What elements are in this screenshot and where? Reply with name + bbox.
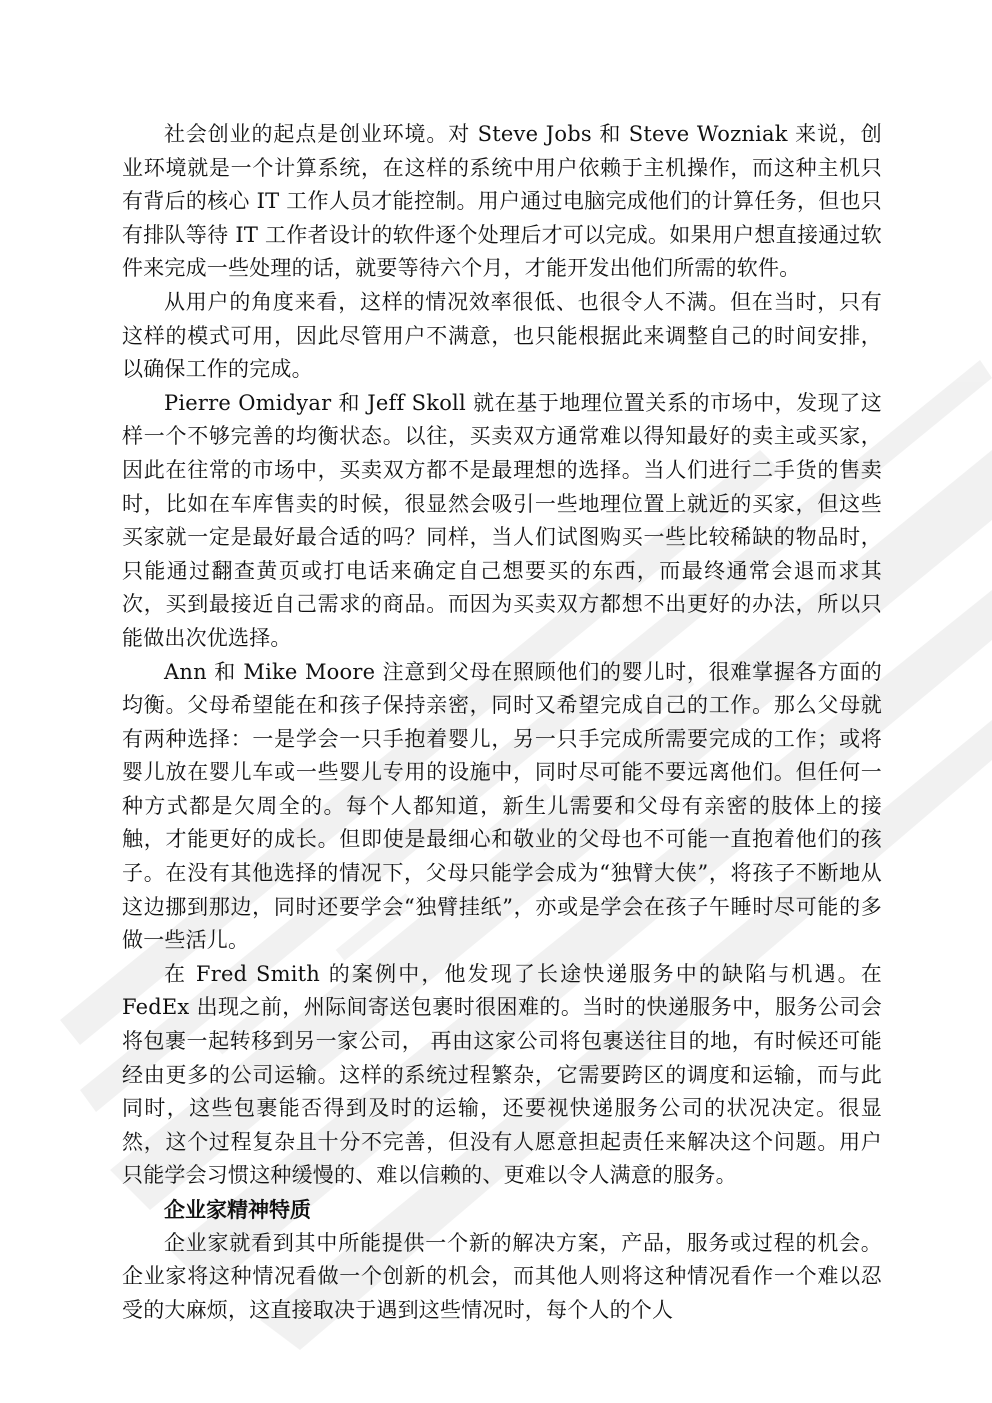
paragraph-steve-jobs: 社会创业的起点是创业环境。对 Steve Jobs 和 Steve Wozniak 来说，创业环境就是一个计算系统，在这样的系统中用户依赖于主机操作，而这种主机只有背后的核心 IT 工作人员才能控制。用户通过电脑完成他们的计算任务，但也只有排队等待 IT 工作者设计的软件逐个处理后才可以完成。如果用户想直接通过软件来完成一些处理的话，就要等待六个月，才能开发出他们所需的软件。	[122, 122, 882, 281]
paragraph-entrepreneur: 企业家就看到其中所能提供一个新的解决方案，产品，服务或过程的机会。企业家将这种情况看做一个创新的机会，而其他人则将这种情况看作一个难以忍受的大麻烦，这直接取决于遇到这些情况时，每个人的个人	[122, 1230, 882, 1322]
document-page	[122, 118, 882, 1327]
paragraph-ann-mike-moore: Ann 和 Mike Moore 注意到父母在照顾他们的婴儿时，很难掌握各方面的均衡。父母希望能在和孩子保持亲密，同时又希望完成自己的工作。那么父母就有两种选择：一是学会一只手抱着婴儿，另一只手完成所需要完成的工作；或将婴儿放在婴儿车或一些婴儿专用的设施中，同时尽可能不要远离他们。但任何一种方式都是欠周全的。每个人都知道，新生儿需要和父母有亲密的肢体上的接触，才能更好的成长。但即使是最细心和敬业的父母也不可能一直抱着他们的孩子。在没有其他选择的情况下，父母只能学会成为“独臂大侠”，将孩子不断地从这边挪到那边，同时还要学会“独臂挂纸”，亦或是学会在孩子午睡时尽可能的多做一些活儿。	[122, 659, 882, 953]
paragraph-user-perspective: 从用户的角度来看，这样的情况效率很低、也很令人不满。但在当时，只有这样的模式可用，因此尽管用户不满意，也只能根据此来调整自己的时间安排，以确保工作的完成。	[122, 289, 882, 382]
paragraph-pierre-omidyar: Pierre Omidyar 和 Jeff Skoll 就在基于地理位置关系的市场中，发现了这样一个不够完善的均衡状态。以往，买卖双方通常难以得知最好的卖主或买家，因此在往常的市场中，买卖双方都不是最理想的选择。当人们进行二手货的售卖时，比如在车库售卖的时候，很显然会吸引一些地理位置上就近的买家，但这些买家就一定是最好最合适的吗？同样，当人们试图购买一些比较稀缺的物品时，只能通过翻查黄页或打电话来确定自己想要买的东西，而最终通常会退而求其次，买到最接近自己需求的商品。而因为买卖双方都想不出更好的办法，所以只能做出次优选择。	[122, 390, 882, 650]
section-heading: 企业家精神特质	[164, 1197, 311, 1222]
paragraph-fred-smith: 在 Fred Smith 的案例中，他发现了长途快递服务中的缺陷与机遇。在 FedEx 出现之前，州际间寄送包裹时很困难的。当时的快递服务中，服务公司会将包裹一起转移到另一家公司， 再由这家公司将包裹送往目的地，有时候还可能经由更多的公司运输。这样的系统过程繁杂，它需要跨区的调度和运输，而与此同时，这些包裹能否得到及时的运输，还要视快递服务公司的状况决定。很显然，这个过程复杂且十分不完善，但没有人愿意担起责任来解决这个问题。用户只能学会习惯这种缓慢的、难以信赖的、更难以令人满意的服务。	[122, 961, 882, 1188]
